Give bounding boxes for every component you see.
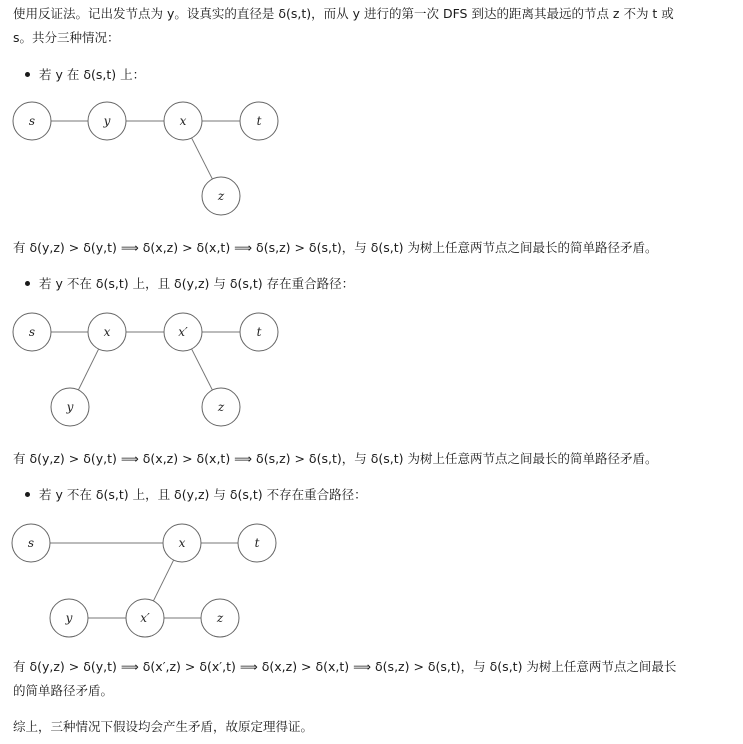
case-3-text: 若 y 不在 δ(s,t) 上，且 δ(y,z) 与 δ(s,t) 不存在重合路径： [39,487,367,502]
case-2-conclusion: 有 δ(y,z) > δ(y,t) ⟹ δ(x,z) > δ(x,t) ⟹ δ(s,z) > δ(s,t)，与 δ(s,t) 为树上任意两节点之间最长的简单路径矛盾。 [13,451,658,466]
node-label-y: y [103,114,111,128]
node-label-y: y [66,400,74,414]
case-3-bullet [25,487,367,503]
case-3-conclusion-2: 的简单路径矛盾。 [13,683,114,698]
node-label-x2: x′ [140,611,150,625]
node-label-s: s [27,536,35,550]
case-3-graph [0,517,300,642]
node-label-x: x [179,114,187,128]
node-label-t: t [254,536,260,550]
case-2-text: 若 y 不在 δ(s,t) 上，且 δ(y,z) 与 δ(s,t) 存在重合路径： [39,276,355,291]
case-1-conclusion: 有 δ(y,z) > δ(y,t) ⟹ δ(x,z) > δ(x,t) ⟹ δ(s,z) > δ(s,t)，与 δ(s,t) 为树上任意两节点之间最长的简单路径矛盾。 [13,240,658,255]
edge-x-x2 [153,560,173,601]
node-label-z: z [217,189,225,203]
edge-x2-z [192,349,213,390]
edge-x-y [78,349,98,390]
bullet-dot [25,281,30,286]
case-1-bullet [25,67,145,83]
case-3-conclusion-1: 有 δ(y,z) > δ(y,t) ⟹ δ(x′,z) > δ(x′,t) ⟹ δ(x,z) > δ(x,t) ⟹ δ(s,z) > δ(s,t)，与 δ(s,t) 为树上任意两节点之间最长 [13,659,677,674]
case-2-graph [0,306,300,431]
case-1-text: 若 y 在 δ(s,t) 上： [39,67,146,82]
case-2-bullet [25,276,354,292]
node-label-x: x [178,536,186,550]
bullet-dot [25,72,30,77]
node-label-t: t [256,325,262,339]
intro-line-2: s。共分三种情况： [13,30,120,45]
node-label-y: y [65,611,73,625]
edge-x-z [192,138,213,179]
node-label-z: z [216,611,224,625]
node-label-s: s [28,325,36,339]
bullet-dot [25,492,30,497]
node-label-t: t [256,114,262,128]
node-label-z: z [217,400,225,414]
case-1-graph [0,95,300,220]
node-label-s: s [28,114,36,128]
node-label-x2: x′ [178,325,188,339]
node-label-x: x [103,325,111,339]
summary: 综上，三种情况下假设均会产生矛盾，故原定理得证。 [13,719,314,734]
intro-line-1: 使用反证法。记出发节点为 y。设真实的直径是 δ(s,t)，而从 y 进行的第一次 DFS 到达的距离其最远的节点 z 不为 t 或 [13,6,674,21]
